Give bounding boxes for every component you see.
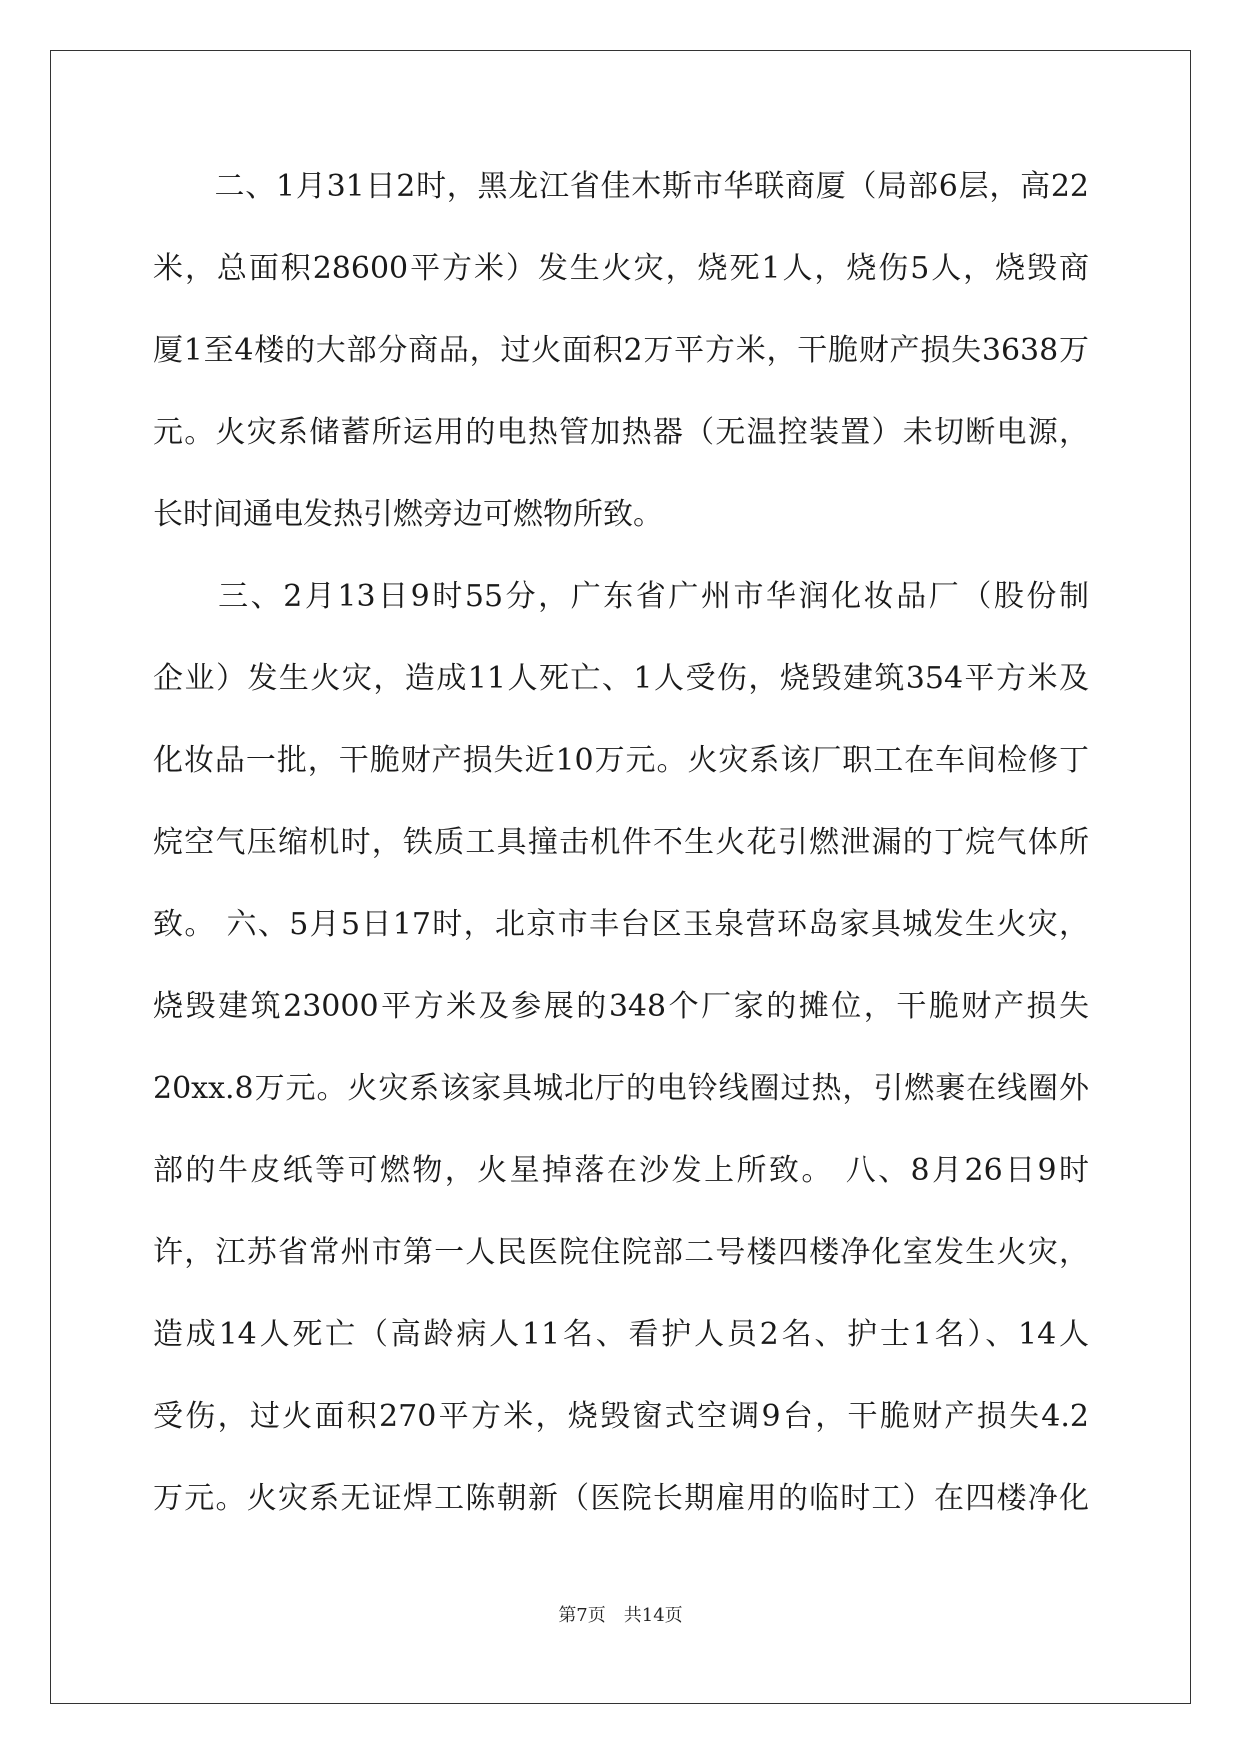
- page-footer: [0, 1605, 1241, 1627]
- text-line: 20xx.8万元。火灾系该家具城北厅的电铃线圈过热，引燃裹在线圈外: [153, 1071, 1089, 1106]
- document-body: [153, 164, 1089, 1558]
- page-number-total: 共14页: [623, 1605, 683, 1626]
- text-line: 受伤，过火面积270平方米，烧毁窗式空调9台，干脆财产损失4.2: [153, 1399, 1089, 1434]
- text-line: 化妆品一批，干脆财产损失近10万元。火灾系该厂职工在车间检修丁: [153, 743, 1089, 778]
- text-line: 万元。火灾系无证焊工陈朝新（医院长期雇用的临时工）在四楼净化: [153, 1481, 1089, 1516]
- text-line: 三、2月13日9时55分，广东省广州市华润化妆品厂（股份制: [153, 579, 1089, 614]
- text-line: 部的牛皮纸等可燃物，火星掉落在沙发上所致。 八、8月26日9时: [153, 1153, 1089, 1188]
- text-line: 二、1月31日2时，黑龙江省佳木斯市华联商厦（局部6层，高22: [153, 169, 1089, 204]
- text-line: 米，总面积28600平方米）发生火灾，烧死1人，烧伤5人，烧毁商: [153, 251, 1089, 286]
- page-number-current: 第7页: [558, 1605, 606, 1626]
- text-line: 厦1至4楼的大部分商品，过火面积2万平方米，干脆财产损失3638万: [153, 333, 1089, 368]
- text-line: 长时间通电发热引燃旁边可燃物所致。: [153, 497, 663, 532]
- text-line: 致。 六、5月5日17时，北京市丰台区玉泉营环岛家具城发生火灾，: [153, 907, 1089, 942]
- text-line: 许，江苏省常州市第一人民医院住院部二号楼四楼净化室发生火灾，: [153, 1235, 1089, 1270]
- text-line: 企业）发生火灾，造成11人死亡、1人受伤，烧毁建筑354平方米及: [153, 661, 1089, 696]
- text-line: 元。火灾系储蓄所运用的电热管加热器（无温控装置）未切断电源，: [153, 415, 1089, 450]
- text-line: 烧毁建筑23000平方米及参展的348个厂家的摊位，干脆财产损失: [153, 989, 1089, 1024]
- text-line: 造成14人死亡（高龄病人11名、看护人员2名、护士1名）、14人: [153, 1317, 1089, 1352]
- text-line: 烷空气压缩机时，铁质工具撞击机件不生火花引燃泄漏的丁烷气体所: [153, 825, 1089, 860]
